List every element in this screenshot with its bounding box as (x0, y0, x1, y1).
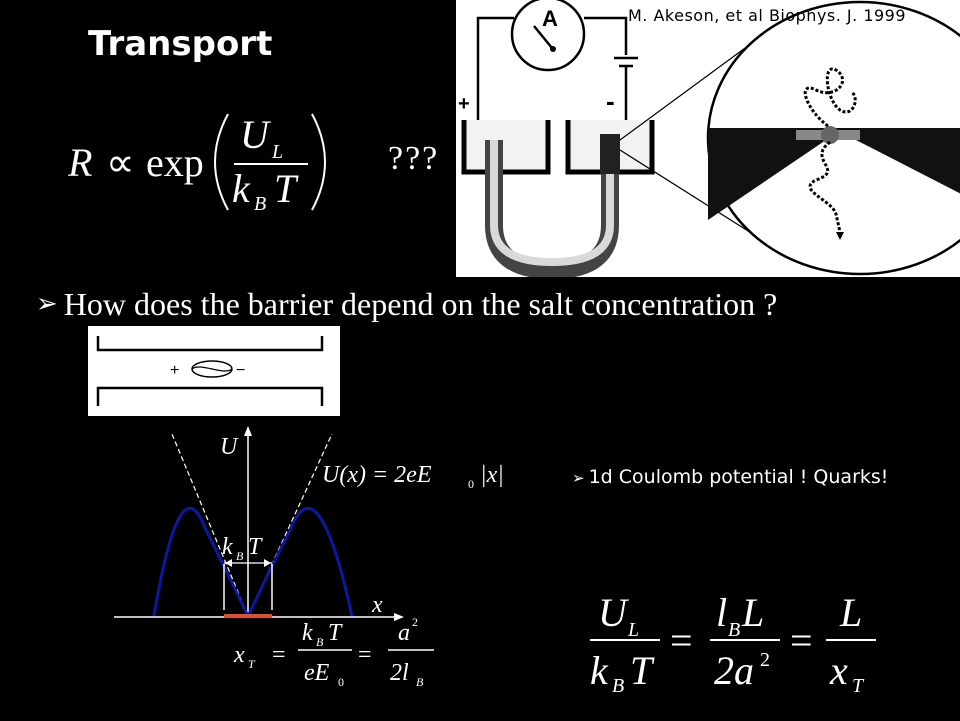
f2-den: 2l (390, 660, 409, 686)
left-paren (215, 114, 228, 210)
f1-den-sub: 0 (338, 675, 344, 689)
xt-eq2: = (358, 642, 372, 668)
potential-diagram (100, 420, 560, 716)
question-marks: ??? (388, 140, 440, 177)
right-paren (312, 114, 325, 210)
coulomb-note-text: 1d Coulomb potential ! Quarks! (588, 466, 889, 488)
minus-label: - (606, 86, 615, 116)
xt-eq1: = (272, 642, 286, 668)
formula-den-k: k (232, 166, 250, 211)
xt-x: x (234, 642, 245, 668)
ammeter-label: A (542, 6, 558, 31)
formula-exp: exp (146, 140, 204, 185)
r-eq1: = (670, 618, 693, 663)
r-f2-num-sub: B (728, 619, 741, 641)
v-line-left (172, 434, 248, 616)
slide-title: Transport (88, 24, 273, 64)
inset-minus: − (236, 362, 246, 379)
f2-num: a (398, 620, 410, 646)
r-f1-den-sub: B (612, 675, 625, 697)
arrow-bullet-icon: ➢ (572, 469, 585, 487)
u-axis-label: U (220, 434, 238, 460)
r-f2-num-l: L (742, 590, 765, 635)
f1-num-t: T (328, 620, 342, 646)
experimental-setup-figure (456, 0, 960, 277)
r-f1-num-sub: L (628, 619, 640, 641)
r-f2-num: l (716, 590, 728, 635)
f1-num: k (302, 620, 313, 646)
arrow-bullet-icon: ➢ (36, 289, 58, 318)
kbt-t: T (248, 534, 262, 560)
xt-sub: T (248, 657, 255, 671)
formula-prop: ∝ (106, 140, 135, 185)
channel-inset-figure (88, 326, 340, 416)
f1-den: eE (304, 660, 330, 686)
potential-label: U(x) = 2eE (322, 462, 432, 488)
r-f1-num: U (598, 590, 627, 635)
formula-den-sub: B (254, 193, 267, 215)
question-text: How does the barrier depend on the salt concentration ? (63, 286, 778, 322)
r-f2-den: 2a (714, 648, 754, 693)
formula-num: U (240, 112, 269, 157)
inset-plus: + (170, 362, 180, 379)
kbt-sub: B (236, 549, 244, 563)
coulomb-note (572, 466, 888, 488)
formula-num-sub: L (272, 141, 284, 163)
r-f3-den-sub: T (852, 675, 864, 697)
r-f1-den: k (590, 648, 608, 693)
barrier-left (154, 508, 248, 616)
r-eq2: = (790, 618, 813, 663)
formula-den-t: T (274, 166, 297, 211)
ratio-formula (580, 582, 920, 702)
setup-drawing (456, 0, 960, 277)
f1-num-sub: B (316, 635, 324, 649)
citation: M. Akeson, et al Biophys. J. 1999 (628, 6, 907, 25)
potential-tail: |x| (480, 462, 504, 488)
x-axis-label: x (372, 592, 383, 618)
plus-label: + (458, 93, 470, 115)
exp-formula (68, 106, 438, 218)
r-f1-den-t: T (630, 648, 653, 693)
r-f2-den-sup: 2 (760, 649, 770, 671)
kbt-k: k (222, 534, 233, 560)
potential-sub: 0 (468, 477, 474, 491)
f2-num-sup: 2 (412, 615, 418, 629)
f2-den-sub: B (416, 675, 424, 689)
r-f3-num: L (840, 590, 863, 635)
formula-r: R (68, 140, 93, 185)
bullet-question (36, 286, 777, 323)
r-f3-den: x (830, 648, 848, 693)
barrier-right (248, 508, 352, 616)
